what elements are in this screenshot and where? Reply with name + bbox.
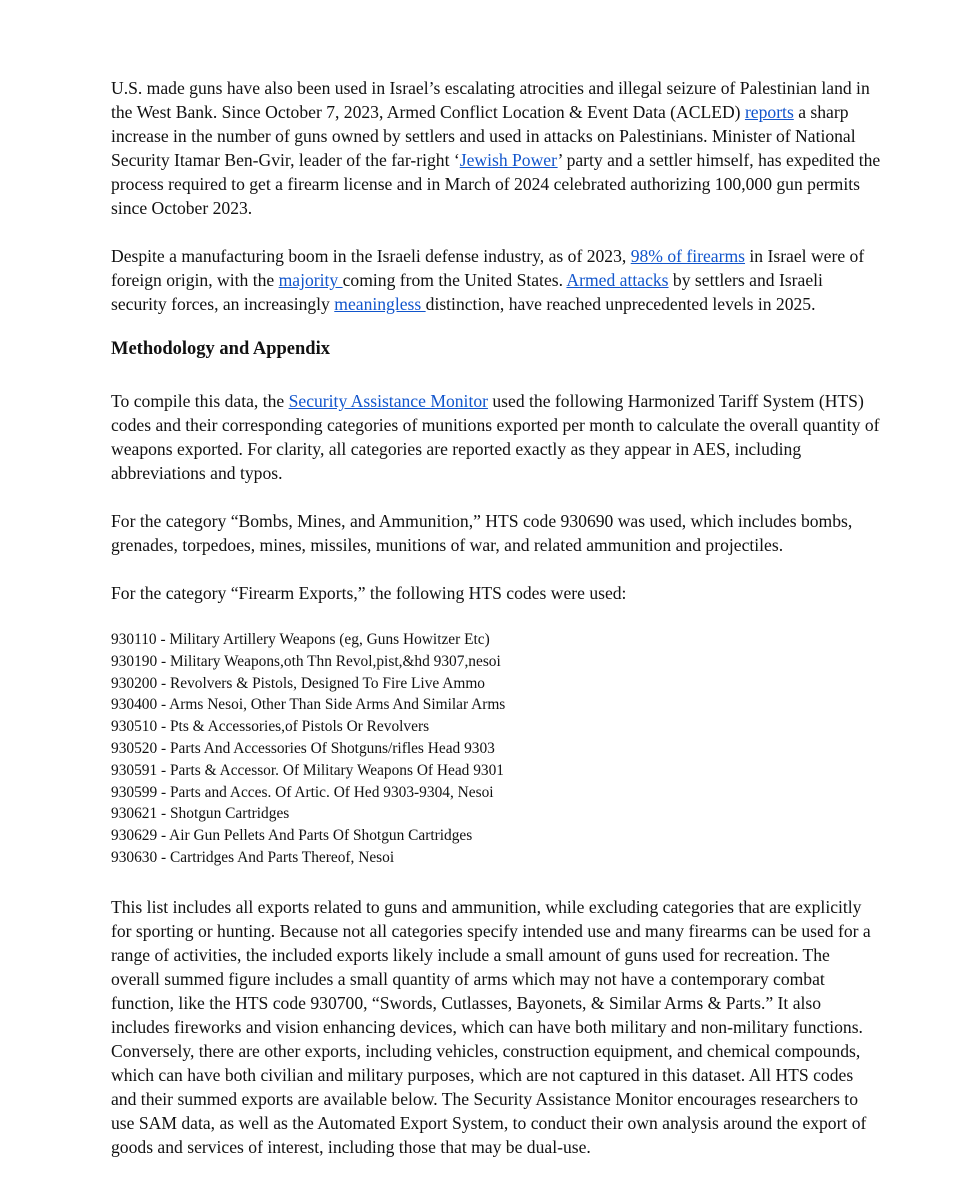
paragraph-text: in Israel were of foreign origin, with the (111, 246, 865, 290)
security-assistance-monitor-link[interactable]: Security Assistance Monitor (288, 391, 488, 411)
paragraph-methodology (111, 389, 881, 485)
paragraph-text: coming from the United States. (342, 270, 567, 290)
hts-code-list (111, 629, 881, 869)
hts-code-item: 930400 - Arms Nesoi, Other Than Side Arms And Similar Arms (111, 696, 506, 714)
paragraph-text: a sharp increase in the number of guns owned by settlers and used in attacks on Palestinians. Minister of National Security Itamar Ben-Gvir, leader of the far-right ‘ (111, 102, 856, 170)
paragraph-text: Despite a manufacturing boom in the Israeli defense industry, as of 2023, (111, 246, 631, 266)
hts-code-item: 930591 - Parts & Accessor. Of Military Weapons Of Head 9301 (111, 761, 505, 779)
paragraph-text: used the following Harmonized Tariff System (HTS) codes and their corresponding categories of munitions exported per month to calculate the overall quantity of weapons exported. For clarity, all categories are reported exactly as they appear in AES, including abbreviations and typos. (111, 391, 880, 483)
majority-link[interactable]: majority (278, 270, 343, 290)
hts-code-item: 930599 - Parts and Acces. Of Artic. Of Hed 9303-9304, Nesoi (111, 783, 494, 801)
paragraph-bombs-category: For the category “Bombs, Mines, and Ammunition,” HTS code 930690 was used, which includes bombs, grenades, torpedoes, mines, missiles, munitions of war, and related ammunition and projectiles. (111, 511, 853, 555)
paragraph-west-bank-guns (111, 76, 881, 220)
hts-code-item: 930510 - Pts & Accessories,of Pistols Or Revolvers (111, 718, 430, 736)
armed-attacks-link[interactable]: Armed attacks (566, 270, 669, 290)
paragraph-text: distinction, have reached unprecedented levels in 2025. (425, 294, 816, 314)
hts-code-item: 930520 - Parts And Accessories Of Shotguns/rifles Head 9303 (111, 739, 495, 757)
paragraph-list-scope: This list includes all exports related to guns and ammunition, while excluding categories that are explicitly for sporting or hunting. Because not all categories specify intended use and many firearms can be used for a range of activities, the included exports likely include a small amount of guns used for recreation. The overall summed figure includes a small quantity of arms which may not have a contemporary combat function, like the HTS code 930700, “Swords, Cutlasses, Bayonets, & Similar Arms & Parts.” It also includes fireworks and vision enhancing devices, which can have both military and non-military functions. Conversely, there are other exports, including vehicles, construction equipment, and chemical compounds, which can have both civilian and military purposes, which are not captured in this dataset. All HTS codes and their summed exports are available below. The Security Assistance Monitor encourages researchers to use SAM data, as well as the Automated Export System, to conduct their own analysis around the export of goods and services of interest, including those that may be dual-use. (111, 896, 871, 1157)
paragraph-text: ’ party and a settler himself, has expedited the process required to get a firearm license and in March of 2024 celebrated authorizing 100,000 gun permits since October 2023. (111, 150, 881, 218)
firearms-percentage-link[interactable]: 98% of firearms (630, 246, 746, 266)
hts-code-item: 930200 - Revolvers & Pistols, Designed To Fire Live Ammo (111, 674, 485, 692)
hts-code-item: 930630 - Cartridges And Parts Thereof, Nesoi (111, 848, 395, 866)
reports-link[interactable]: reports (744, 102, 794, 122)
section-heading: Methodology and Appendix (111, 339, 330, 359)
jewish-power-link[interactable]: Jewish Power (459, 150, 558, 170)
hts-code-item: 930190 - Military Weapons,oth Thn Revol,pist,&hd 9307,nesoi (111, 652, 501, 670)
paragraph-text: To compile this data, the (111, 391, 289, 411)
hts-code-item: 930110 - Military Artillery Weapons (eg, Guns Howitzer Etc) (111, 631, 490, 648)
hts-code-item: 930621 - Shotgun Cartridges (111, 805, 290, 823)
hts-code-item: 930629 - Air Gun Pellets And Parts Of Shotgun Cartridges (111, 827, 473, 845)
paragraph-text: by settlers and Israeli security forces, an increasingly (111, 270, 823, 314)
paragraph-firearm-category: For the category “Firearm Exports,” the following HTS codes were used: (111, 583, 627, 603)
paragraph-foreign-origin (111, 244, 881, 316)
paragraph-text: U.S. made guns have also been used in Israel’s escalating atrocities and illegal seizure of Palestinian land in the West Bank. Since October 7, 2023, Armed Conflict Location & Event Data (ACLED) (111, 78, 870, 122)
meaningless-link[interactable]: meaningless (334, 294, 426, 314)
